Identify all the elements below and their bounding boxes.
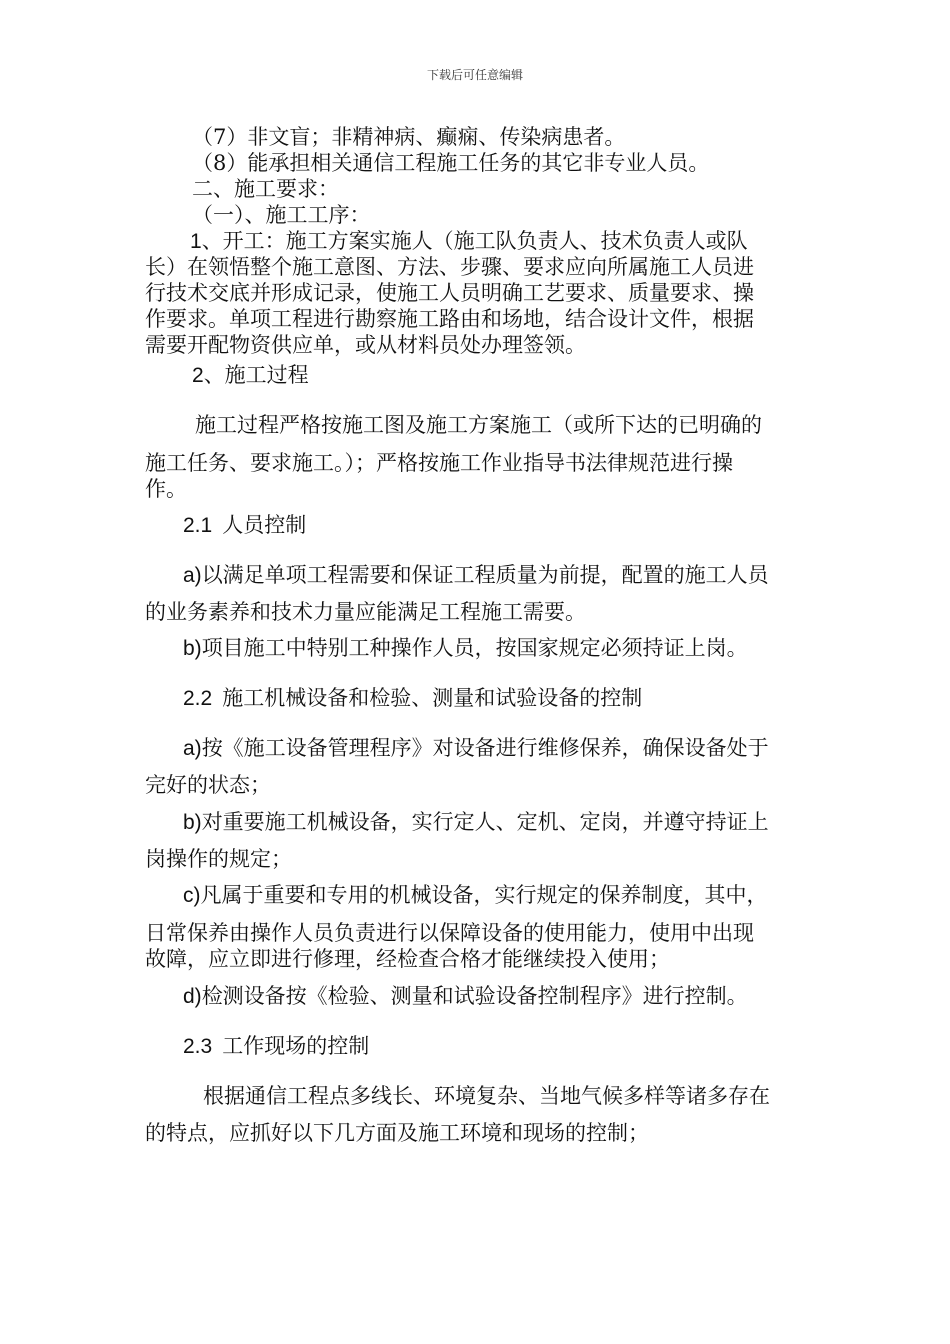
- paragraph-line: 根据通信工程点多线长、环境复杂、当地气候多样等诸多存在: [203, 1084, 770, 1108]
- section-number: 2.3: [183, 1035, 213, 1058]
- paragraph-line: 施工过程严格按施工图及施工方案施工（或所下达的已明确的: [195, 413, 762, 437]
- paragraph-line: 作要求。单项工程进行勘察施工路由和场地，结合设计文件，根据: [145, 307, 754, 331]
- section-number: 2.1: [183, 514, 213, 537]
- paragraph-line: 需要开配物资供应单，或从材料员处办理签领。: [145, 333, 586, 357]
- paragraph-line: 日常保养由操作人员负责进行以保障设备的使用能力，使用中出现: [145, 921, 754, 945]
- paragraph-line: （7）非文盲；非精神病、癫痫、传染病患者。: [192, 125, 626, 149]
- paragraph-line: （8）能承担相关通信工程施工任务的其它非专业人员。: [192, 151, 710, 175]
- paragraph-line: 岗操作的规定；: [145, 847, 292, 871]
- paragraph-line: 1、开工：施工方案实施人（施工队负责人、技术负责人或队: [190, 229, 748, 253]
- section-2-1-heading: [183, 512, 950, 539]
- paragraph-line: 的特点，应抓好以下几方面及施工环境和现场的控制；: [145, 1121, 649, 1145]
- paragraph-line: c)凡属于重要和专用的机械设备，实行规定的保养制度，其中，: [183, 883, 768, 907]
- paragraph-line: d)检测设备按《检验、测量和试验设备控制程序》进行控制。: [183, 984, 748, 1008]
- paragraph-line: a)按《施工设备管理程序》对设备进行维修保养，确保设备处于: [183, 736, 769, 760]
- paragraph-line: a)以满足单项工程需要和保证工程质量为前提，配置的施工人员: [183, 563, 769, 587]
- step-heading: 2、施工过程: [192, 363, 309, 387]
- subsection-heading: （一）、施工工序：: [192, 203, 371, 227]
- paragraph-line: 完好的状态；: [145, 773, 271, 797]
- section-title: 施工机械设备和检验、测量和试验设备的控制: [222, 686, 643, 710]
- page-header-watermark: 下载后可任意编辑: [426, 68, 523, 82]
- paragraph-line: b)项目施工中特别工种操作人员，按国家规定必须持证上岗。: [183, 636, 748, 660]
- paragraph-line: 长）在领悟整个施工意图、方法、步骤、要求应向所属施工人员进: [145, 255, 754, 279]
- section-title: 工作现场的控制: [222, 1034, 370, 1058]
- paragraph-line: 作。: [145, 477, 187, 501]
- paragraph-line: 行技术交底并形成记录，使施工人员明确工艺要求、质量要求、操: [145, 281, 754, 305]
- section-2-3-heading: [183, 1033, 950, 1060]
- section-title: 人员控制: [222, 513, 307, 537]
- section-2-2-heading: [183, 685, 950, 712]
- section-heading: 二、施工要求：: [192, 177, 339, 201]
- section-number: 2.2: [183, 687, 213, 710]
- paragraph-line: 施工任务、要求施工。）；严格按施工作业指导书法律规范进行操: [145, 451, 733, 475]
- paragraph-line: 的业务素养和技术力量应能满足工程施工需要。: [145, 600, 586, 624]
- paragraph-line: b)对重要施工机械设备，实行定人、定机、定岗，并遵守持证上: [183, 810, 769, 834]
- paragraph-line: 故障，应立即进行修理，经检查合格才能继续投入使用；: [145, 947, 670, 971]
